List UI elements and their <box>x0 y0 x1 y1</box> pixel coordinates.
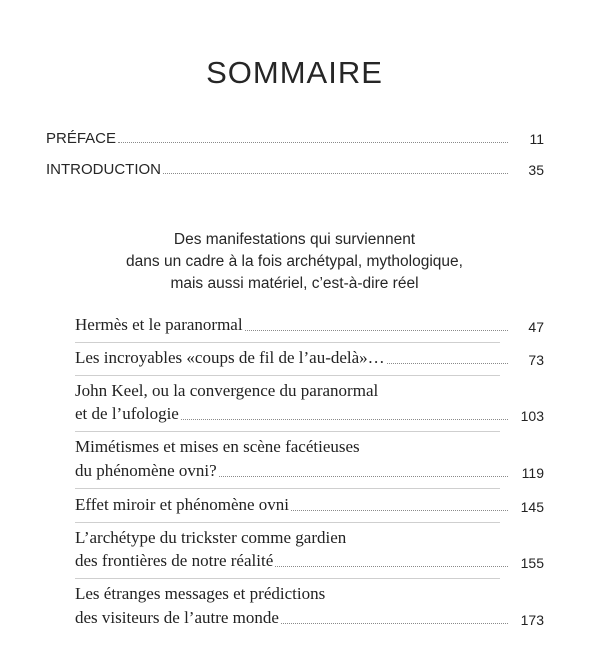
dot-leader <box>281 623 508 624</box>
toc-entry-label: INTRODUCTION <box>46 161 161 178</box>
toc-entry-chapter[interactable] <box>75 404 544 424</box>
dot-leader <box>219 476 508 477</box>
toc-entry-preface[interactable] <box>46 130 544 147</box>
toc-entry-label: du phénomène ovni? <box>75 461 217 480</box>
page-title: SOMMAIRE <box>206 55 383 90</box>
dot-leader <box>245 330 508 331</box>
toc-entry-chapter[interactable] <box>75 315 544 335</box>
toc-entry-page: 155 <box>520 555 544 571</box>
toc-entry-page: 35 <box>528 162 544 178</box>
toc-entry-label: PRÉFACE <box>46 130 117 147</box>
dot-leader <box>291 510 508 511</box>
toc-entry-page: 145 <box>520 499 544 515</box>
toc-entry-page: 173 <box>520 612 544 628</box>
toc-entry-page: 47 <box>528 319 544 335</box>
toc-entry-label-first-line: L’archétype du trickster comme gardien <box>75 528 347 547</box>
toc-entry-chapter[interactable] <box>75 551 544 571</box>
toc-entry-chapter[interactable] <box>75 348 544 368</box>
toc-entry-label: des visiteurs de l’autre monde <box>75 608 279 627</box>
toc-entry-label: Les incroyables «coups de fil de l’au-delà»… <box>75 348 385 367</box>
toc-entry-page: 103 <box>520 408 544 424</box>
section-intro-line: mais aussi matériel, c’est-à-dire réel <box>170 275 419 292</box>
dot-leader <box>387 363 508 364</box>
toc-entry-label: Hermès et le paranormal <box>75 315 243 334</box>
divider <box>75 375 500 376</box>
divider <box>75 522 500 523</box>
toc-entry-label: et de l’ufologie <box>75 404 179 423</box>
divider <box>75 488 500 489</box>
dot-leader <box>275 566 508 567</box>
toc-entry-label-first-line: Les étranges messages et prédictions <box>75 584 326 603</box>
toc-entry-label: Effet miroir et phénomène ovni <box>75 495 290 514</box>
section-intro-line: Des manifestations qui surviennent <box>173 231 416 248</box>
toc-entry-page: 11 <box>529 131 544 147</box>
toc-entry-introduction[interactable] <box>46 161 544 178</box>
dot-leader <box>181 419 508 420</box>
dot-leader <box>118 142 508 143</box>
divider <box>75 578 500 579</box>
toc-entry-chapter[interactable] <box>75 608 544 628</box>
toc-entry-page: 119 <box>521 465 544 481</box>
toc-entry-page: 73 <box>528 352 544 368</box>
section-intro-line: dans un cadre à la fois archétypal, mythologique, <box>126 253 463 270</box>
dot-leader <box>163 173 508 174</box>
toc-entry-label-first-line: Mimétismes et mises en scène facétieuses <box>75 437 360 456</box>
divider <box>75 431 500 432</box>
section-intro <box>0 229 589 295</box>
toc-entry-label-first-line: John Keel, ou la convergence du paranormal <box>75 381 379 400</box>
toc-entry-chapter[interactable] <box>75 495 544 515</box>
toc-entry-chapter[interactable] <box>75 461 544 481</box>
toc-entry-label: des frontières de notre réalité <box>75 551 274 570</box>
divider <box>75 342 500 343</box>
